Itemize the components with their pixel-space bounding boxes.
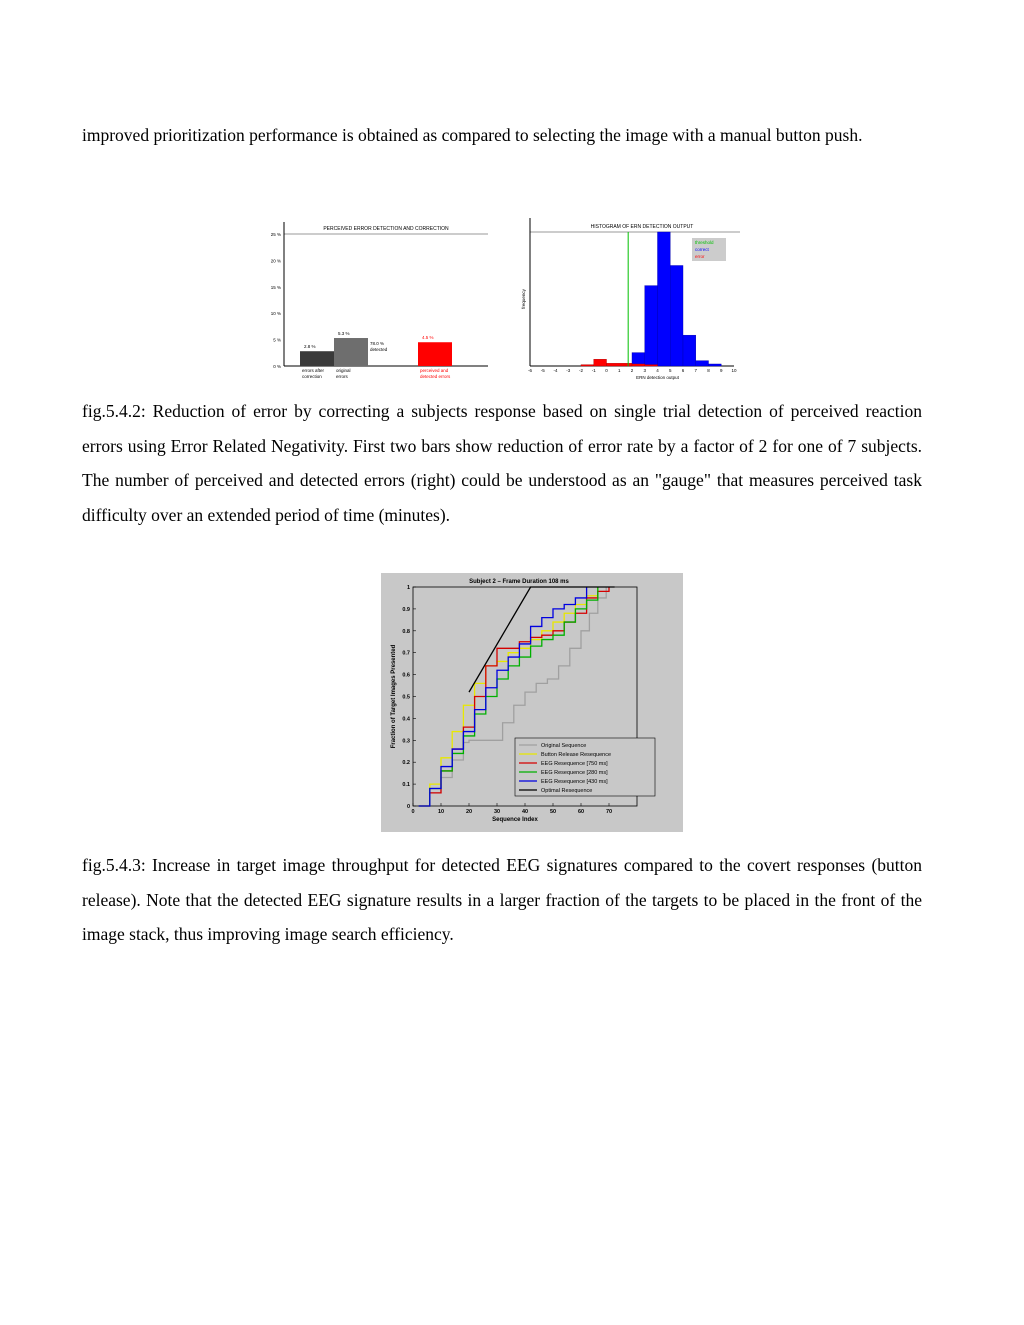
- chart2-bar-correct: [683, 335, 696, 366]
- chart2-x-tick-label: 1: [617, 368, 621, 373]
- chart1-bar: [418, 342, 452, 366]
- chart3-y-tick-label: 0.4: [402, 716, 410, 723]
- chart3-y-tick-label: 0.8: [402, 628, 410, 635]
- chart3-legend-entry: Optimal Resequence: [541, 788, 593, 794]
- target-throughput-line-chart: [381, 573, 683, 832]
- chart2-x-tick-label: -6: [527, 368, 533, 373]
- chart1-annotation: 78.0 %: [370, 341, 385, 347]
- chart1-bar-value-label: 2.8 %: [304, 344, 316, 350]
- chart3-y-tick-label: 1: [406, 585, 410, 591]
- chart2-x-tick-label: 0: [605, 368, 608, 373]
- chart2-bar-correct: [709, 364, 722, 366]
- chart2-x-tick-label: 7: [694, 368, 698, 373]
- chart1-annotation: detected: [370, 347, 388, 353]
- chart3-x-tick-label: 60: [577, 809, 585, 815]
- chart2-x-tick-label: -4: [553, 368, 558, 373]
- chart1-category-label: correction: [302, 374, 322, 379]
- chart1-category-label: errors: [336, 374, 348, 379]
- chart3-y-label: Fraction of Target Images Presented: [391, 644, 397, 749]
- chart3-y-tick-label: 0.1: [402, 782, 410, 789]
- chart1-y-tick-label: 20 %: [270, 258, 281, 264]
- chart2-x-tick-label: -3: [566, 368, 571, 373]
- chart3-x-tick-label: 50: [549, 809, 557, 815]
- chart3-legend-entry: EEG Resequence [280 ms]: [541, 770, 608, 776]
- caption-fig-5-4-3: fig.5.4.3: Increase in target image throughput for detected EEG signatures compared to the covert responses (button release). Note that the detected EEG signature results in a larger fraction of the targets to be placed in the front of the image stack, thus improving image search efficiency.: [82, 855, 922, 944]
- chart3-y-tick-label: 0.6: [402, 672, 410, 679]
- chart2-bar-correct: [670, 266, 683, 367]
- chart2-title: HISTOGRAM OF ERN DETECTION OUTPUT: [590, 224, 694, 230]
- chart2-x-tick-label: 6: [681, 368, 685, 373]
- chart3-x-tick-label: 40: [521, 809, 529, 815]
- intro-paragraph: improved prioritization performance is obtained as compared to selecting the image with a manual button push.: [82, 125, 863, 145]
- chart2-legend-entry: threshold: [695, 240, 714, 245]
- chart1-category-label: perceived and: [420, 368, 449, 373]
- chart2-x-tick-label: 5: [668, 368, 672, 373]
- chart1-title: PERCEIVED ERROR DETECTION AND CORRECTION: [323, 226, 449, 232]
- chart2-bar-error: [645, 365, 658, 366]
- chart2-x-tick-label: -2: [578, 368, 584, 373]
- chart1-y-tick-label: 10 %: [270, 311, 281, 317]
- chart2-bar-correct: [645, 286, 658, 366]
- chart1-bar: [334, 338, 368, 366]
- chart2-bar-correct: [658, 232, 671, 366]
- chart3-legend-entry: Original Sequence: [541, 743, 587, 749]
- chart3-x-tick-label: 30: [493, 809, 501, 815]
- chart1-y-tick-label: 0 %: [273, 364, 281, 369]
- chart2-bar-error: [632, 364, 645, 366]
- chart3-x-label: Sequence Index: [492, 817, 538, 823]
- chart3-title: Subject 2 – Frame Duration 108 ms: [469, 579, 569, 585]
- chart3-legend-entry: Button Release Resequence: [541, 752, 612, 758]
- chart2-y-label: frequency: [521, 289, 526, 309]
- error-correction-bar-chart: [262, 214, 494, 386]
- chart3-x-tick-label: 70: [605, 809, 613, 815]
- chart2-bar-error: [581, 365, 594, 366]
- chart3-y-tick-label: 0.9: [402, 606, 410, 613]
- chart1-category-label: errors after: [302, 368, 325, 373]
- chart3-y-tick-label: 0.2: [402, 760, 410, 767]
- chart2-x-tick-label: 9: [719, 368, 723, 373]
- chart2-bar-correct: [696, 361, 709, 366]
- chart1-category-label: original: [336, 368, 351, 373]
- chart2-legend-entry: correct: [695, 247, 709, 252]
- chart1-bar: [300, 351, 334, 366]
- chart1-y-tick-label: 5 %: [273, 337, 281, 343]
- chart1-category-label: detected errors: [420, 374, 451, 379]
- chart3-x-tick-label: 10: [437, 809, 445, 815]
- chart1-bar-value-label: 5.3 %: [338, 331, 350, 337]
- chart2-x-tick-label: 2: [630, 368, 634, 373]
- chart2-x-tick-label: 10: [731, 368, 737, 373]
- ern-histogram-chart: [510, 214, 742, 386]
- chart3-legend-entry: EEG Resequence [430 ms]: [541, 779, 608, 785]
- chart3-legend-entry: EEG Resequence [750 ms]: [541, 761, 608, 767]
- chart3-y-tick-label: 0.5: [402, 694, 410, 701]
- chart2-x-tick-label: -5: [540, 368, 545, 373]
- chart2-x-label: ERN detection output: [636, 375, 679, 380]
- chart2-legend-entry: error: [695, 254, 705, 259]
- chart3-y-tick-label: 0.3: [402, 738, 410, 745]
- chart3-x-tick-label: 0: [411, 809, 415, 815]
- chart3-y-tick-label: 0: [406, 804, 410, 810]
- chart2-x-tick-label: 3: [643, 368, 647, 373]
- chart1-bar-value-label: 4.5 %: [422, 335, 434, 341]
- chart3-y-tick-label: 0.7: [402, 650, 410, 657]
- chart2-x-tick-label: 8: [707, 368, 710, 373]
- chart3-x-tick-label: 20: [465, 809, 473, 815]
- caption-fig-5-4-2: fig.5.4.2: Reduction of error by correcting a subjects response based on single trial detection of perceived reaction errors using Error Related Negativity. First two bars show reduction of error rate by a factor of 2 for one of 7 subjects. The number of perceived and detected errors (right) could be understood as an "gauge" that measures perceived task difficulty over an extended period of time (minutes).: [82, 401, 922, 525]
- chart1-y-tick-label: 15 %: [270, 284, 281, 290]
- chart2-x-tick-label: -1: [591, 368, 596, 373]
- chart1-y-tick-label: 25 %: [270, 232, 281, 237]
- chart2-x-tick-label: 4: [656, 368, 659, 373]
- chart2-bar-error: [594, 359, 607, 366]
